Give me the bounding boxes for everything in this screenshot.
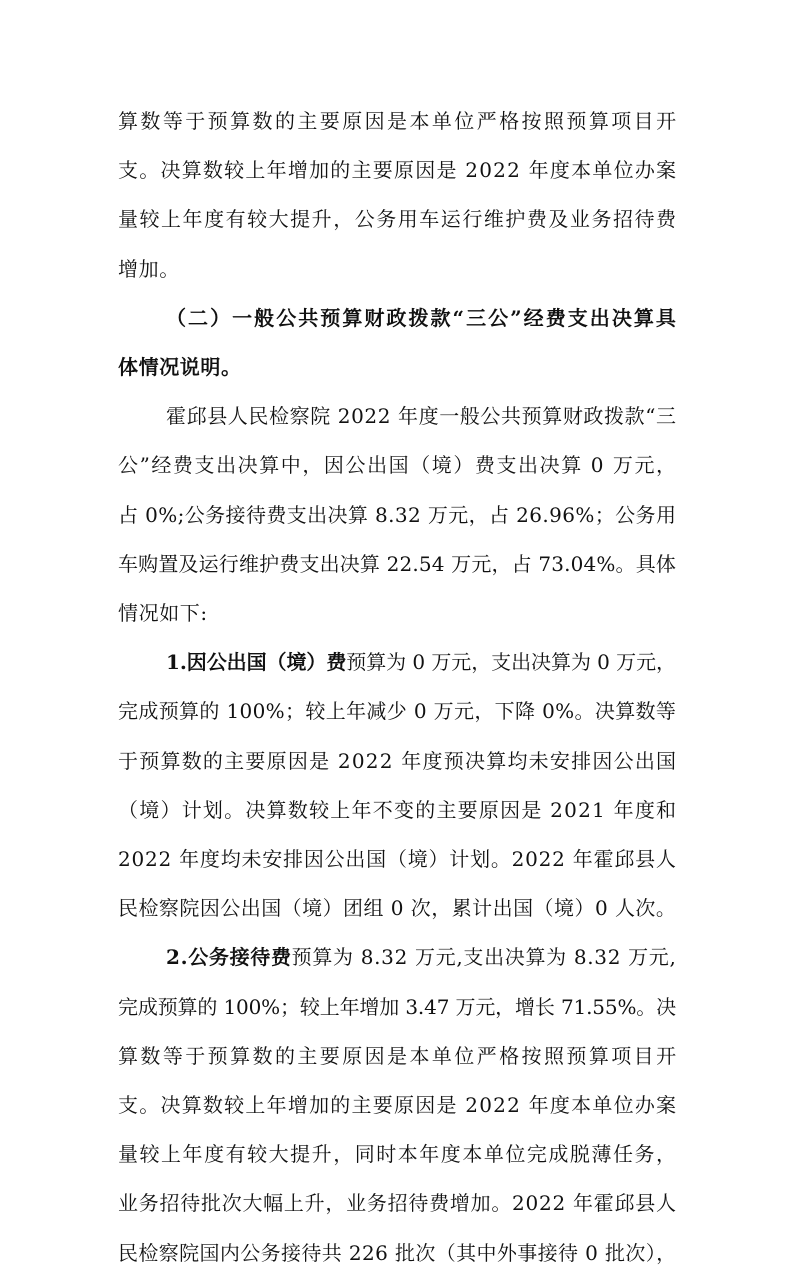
body-line xyxy=(118,798,677,822)
text-run: 量较上年度有较大提升，同时本年度本单位完成脱薄任务， xyxy=(118,1142,678,1166)
text-run: （二）一般公共预算财政拨款“三公”经费支出决算具 xyxy=(166,306,678,330)
text-run: 2022 年度均未安排因公出国（境）计划。2022 年霍邱县人 xyxy=(118,847,677,871)
text-run: 算数等于预算数的主要原因是本单位严格按照预算项目开 xyxy=(118,109,679,133)
text-run: 民检察院国内公务接待共 226 批次（其中外事接待 0 批次）， xyxy=(118,1241,677,1265)
text-run: 预算为 0 万元，支出决算为 0 万元， xyxy=(346,650,676,674)
subheading-run: 1.因公出国（境）费 xyxy=(166,650,347,674)
text-run: 支。决算数较上年增加的主要原因是 2022 年度本单位办案 xyxy=(118,1093,678,1117)
text-run: 量较上年度有较大提升，公务用车运行维护费及业务招待费 xyxy=(118,207,678,231)
body-line xyxy=(166,404,677,428)
body-line xyxy=(118,601,208,625)
text-run: 增加。 xyxy=(118,257,180,281)
text-run: 车购置及运行维护费支出决算 22.54 万元，占 73.04%。具体 xyxy=(118,552,677,576)
body-line xyxy=(118,896,676,920)
body-line xyxy=(166,650,676,674)
body-line xyxy=(118,1142,678,1166)
text-run: 完成预算的 100%；较上年减少 0 万元，下降 0%。决算数等 xyxy=(118,699,677,723)
body-line xyxy=(118,847,677,871)
section-heading xyxy=(166,306,678,330)
body-line xyxy=(118,699,676,723)
body-line xyxy=(118,1044,679,1068)
text-run: 霍邱县人民检察院 2022 年度一般公共预算财政拨款“三 xyxy=(166,404,677,428)
body-line xyxy=(166,945,677,969)
body-line xyxy=(118,749,677,773)
body-line xyxy=(118,1241,677,1265)
text-run: 算数等于预算数的主要原因是本单位严格按照预算项目开 xyxy=(118,1044,679,1068)
body-line xyxy=(118,453,678,477)
text-run: 情况如下: xyxy=(118,601,208,625)
text-run: 公”经费支出决算中，因公出国（境）费支出决算 0 万元， xyxy=(118,453,678,477)
subheading-run: 2.公务接待费 xyxy=(166,945,292,969)
body-line xyxy=(118,207,678,231)
body-line xyxy=(118,1093,677,1117)
text-run: 预算为 8.32 万元,支出决算为 8.32 万元, xyxy=(291,945,677,969)
body-line xyxy=(118,257,180,281)
body-line xyxy=(118,552,676,576)
body-line xyxy=(118,503,676,527)
text-run: 支。决算数较上年增加的主要原因是 2022 年度本单位办案 xyxy=(118,158,678,182)
text-run: 完成预算的 100%；较上年增加 3.47 万元，增长 71.55%。决 xyxy=(118,995,676,1019)
body-line xyxy=(118,109,679,133)
section-heading xyxy=(118,355,242,379)
body-line xyxy=(118,995,676,1019)
text-run: 民检察院因公出国（境）团组 0 次，累计出国（境）0 人次。 xyxy=(118,896,677,920)
text-run: 业务招待批次大幅上升，业务招待费增加。2022 年霍邱县人 xyxy=(118,1191,677,1215)
body-line xyxy=(118,1191,677,1215)
text-run: 占 0%;公务接待费支出决算 8.32 万元，占 26.96%；公务用 xyxy=(118,503,677,527)
body-line xyxy=(118,158,677,182)
text-run: （境）计划。决算数较上年不变的主要原因是 2021 年度和 xyxy=(118,798,678,822)
text-run: 体情况说明。 xyxy=(118,355,242,379)
text-run: 于预算数的主要原因是 2022 年度预决算均未安排因公出国 xyxy=(118,749,678,773)
